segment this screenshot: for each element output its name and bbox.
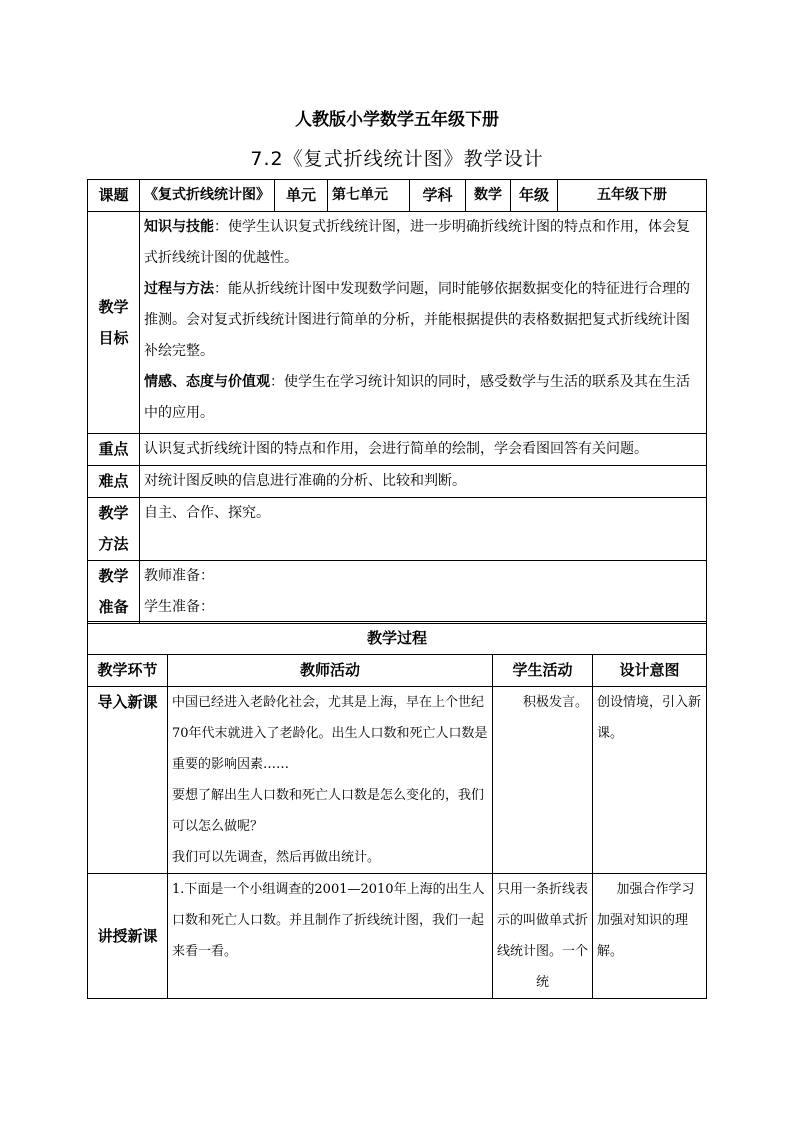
key-label: 重点: [88, 434, 140, 466]
intro-teacher: [168, 687, 493, 874]
process-text: ：能从折线统计图中发现数学问题，同时能够依据数据变化的特征进行合理的推测。会对复式折线统计图进行简单的分析，并能根据提供的表格数据把复式折线统计图补绘完整。: [144, 281, 690, 359]
goals-label: [88, 212, 140, 434]
knowledge-title: 知识与技能: [144, 219, 214, 235]
process-header-row: [88, 655, 707, 687]
prep-row: [88, 561, 707, 624]
key-row: [88, 434, 707, 466]
grade-value: 五年级下册: [558, 180, 707, 212]
teach-stage: 讲授新课: [88, 874, 168, 999]
method-label-line1: 教学: [98, 504, 129, 522]
header-teacher: 教师活动: [168, 655, 493, 687]
subject-value: 数学: [466, 180, 511, 212]
intro-intent: 创设情境，引入新课。: [593, 687, 707, 874]
teach-row: [88, 874, 707, 999]
difficulty-text: 对统计图反映的信息进行准确的分析、比较和判断。: [140, 466, 707, 498]
intro-stage: 导入新课: [88, 687, 168, 874]
emotion-text: ：使学生在学习统计知识的同时，感受数学与生活的联系及其在生活中的应用。: [144, 374, 690, 421]
goals-content: [140, 212, 707, 434]
process-title: 教学过程: [88, 622, 707, 655]
method-label-line2: 方法: [98, 535, 129, 553]
intro-teacher-p2: 要想了解出生人口数和死亡人口数是怎么变化的，我们可以怎么做呢？: [172, 788, 485, 834]
intro-teacher-p1: 中国已经进入老龄化社会，尤其是上海，早在上个世纪70年代末就进入了老龄化。出生人口数和死亡人口数是重要的影响因素……: [172, 695, 488, 772]
subject-label: 学科: [410, 180, 466, 212]
knowledge-text: ：使学生认识复式折线统计图，进一步明确折线统计图的特点和作用，体会复式折线统计图的优越性。: [144, 219, 690, 266]
prep-student: 学生准备：: [144, 599, 214, 615]
method-row: [88, 498, 707, 561]
prep-label-line2: 准备: [98, 598, 129, 616]
lesson-info-table: [87, 179, 707, 624]
process-title-row: [88, 622, 707, 655]
intro-teacher-p3: 我们可以先调查，然后再做出统计。: [172, 850, 381, 865]
header-student: 学生活动: [493, 655, 593, 687]
intro-row: [88, 687, 707, 874]
header-intent: 设计意图: [593, 655, 707, 687]
grade-label: 年级: [511, 180, 558, 212]
header-row: [88, 180, 707, 212]
method-label: [88, 498, 140, 561]
process-title: 过程与方法: [144, 281, 214, 297]
topic-value: 《复式折线统计图》: [140, 180, 275, 212]
document-title: 人教版小学数学五年级下册: [295, 110, 499, 130]
topic-label: 课题: [88, 180, 140, 212]
emotion-title: 情感、态度与价值观: [144, 374, 270, 390]
teach-teacher: 1.下面是一个小组调查的2001—2010年上海的出生人口数和死亡人口数。并且制作了折线统计图，我们一起来看一看。: [168, 874, 493, 999]
goals-row: [88, 212, 707, 434]
method-text: 自主、合作、探究。: [140, 498, 707, 561]
difficulty-label: 难点: [88, 466, 140, 498]
prep-label-line1: 教学: [98, 567, 129, 585]
difficulty-row: [88, 466, 707, 498]
goals-label-line2: 目标: [98, 328, 129, 347]
intro-student: 积极发言。: [493, 687, 593, 874]
prep-teacher: 教师准备：: [144, 568, 214, 584]
teach-intent: 加强合作学习加强对知识的理解。: [593, 874, 707, 999]
header-stage: 教学环节: [88, 655, 168, 687]
process-table: [87, 621, 707, 999]
document-subtitle: 7.2《复式折线统计图》教学设计: [250, 148, 544, 170]
teach-student: 只用一条折线表示的叫做单式折线统计图。一个统: [493, 874, 593, 999]
prep-label: [88, 561, 140, 624]
unit-value: 第七单元: [328, 180, 410, 212]
goals-label-line1: 教学: [98, 297, 129, 316]
unit-label: 单元: [275, 180, 328, 212]
key-text: 认识复式折线统计图的特点和作用，会进行简单的绘制，学会看图回答有关问题。: [140, 434, 707, 466]
prep-content: [140, 561, 707, 624]
